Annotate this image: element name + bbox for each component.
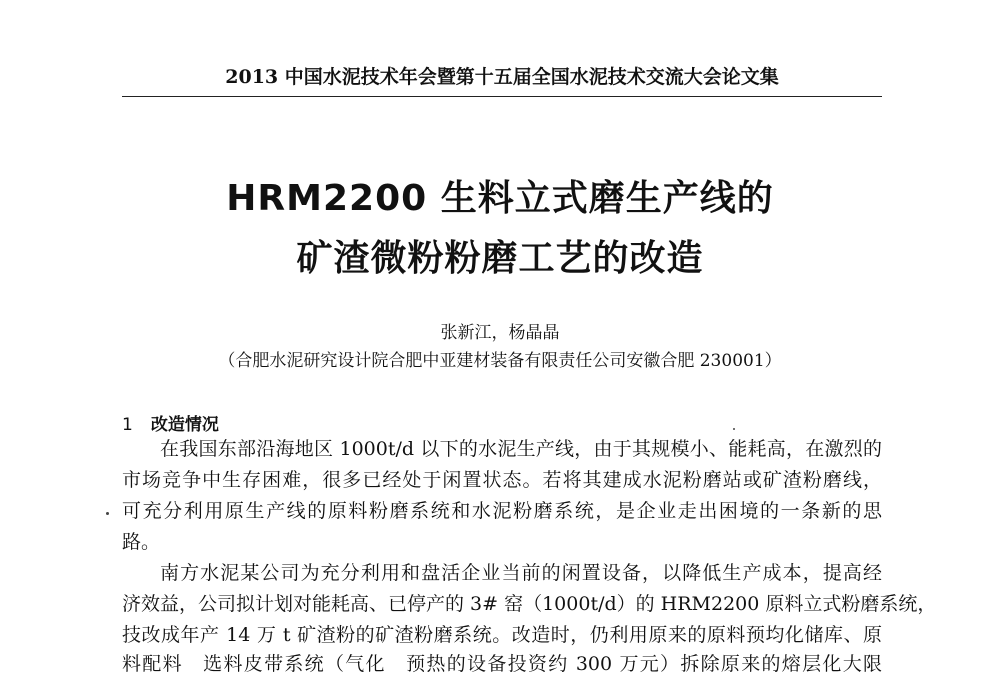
scan-speck (106, 512, 109, 515)
body-line: 南方水泥某公司为充分利用和盘活企业当前的闲置设备，以降低生产成本，提高经 (160, 562, 882, 584)
section-title: 改造情况 (150, 415, 219, 435)
body-line: 路。 (122, 531, 161, 553)
body-line: 济效益，公司拟计划对能耗高、已停产的 3# 窑（1000t/d）的 HRM2200 原料立式粉磨系统， (122, 593, 937, 615)
section-heading (122, 410, 219, 435)
title-line-2: 矿渣微粉粉磨工艺的改造 (296, 238, 704, 279)
body-line: 料配料 选料皮带系统（气化 预热的设备投资约 300 万元）拆除原来的熔层化大限 (122, 653, 882, 675)
section-number: 1 (122, 415, 133, 435)
affiliation: （合肥水泥研究设计院合肥中亚建材装备有限责任公司安徽合肥 230001） (218, 351, 782, 371)
scan-speck (733, 428, 735, 430)
body-line: 市场竞争中生存困难，很多已经处于闲置状态。若将其建成水泥粉磨站或矿渣粉磨线， (122, 469, 882, 491)
header-rule (122, 96, 882, 97)
running-head: 2013 中国水泥技术年会暨第十五届全国水泥技术交流大会论文集 (225, 66, 779, 88)
body-line: 技改成年产 14 万 t 矿渣粉的矿渣粉磨系统。改造时，仍利用原来的原料预均化储库、原 (122, 624, 882, 646)
title-line-1: HRM2200 生料立式磨生产线的 (226, 178, 774, 219)
authors: 张新江，杨晶晶 (440, 323, 560, 343)
body-line: 可充分利用原生产线的原料粉磨系统和水泥粉磨系统，是企业走出困境的一条新的思 (122, 500, 882, 522)
body-line: 在我国东部沿海地区 1000t/d 以下的水泥生产线，由于其规模小、能耗高，在激烈的 (160, 438, 882, 460)
